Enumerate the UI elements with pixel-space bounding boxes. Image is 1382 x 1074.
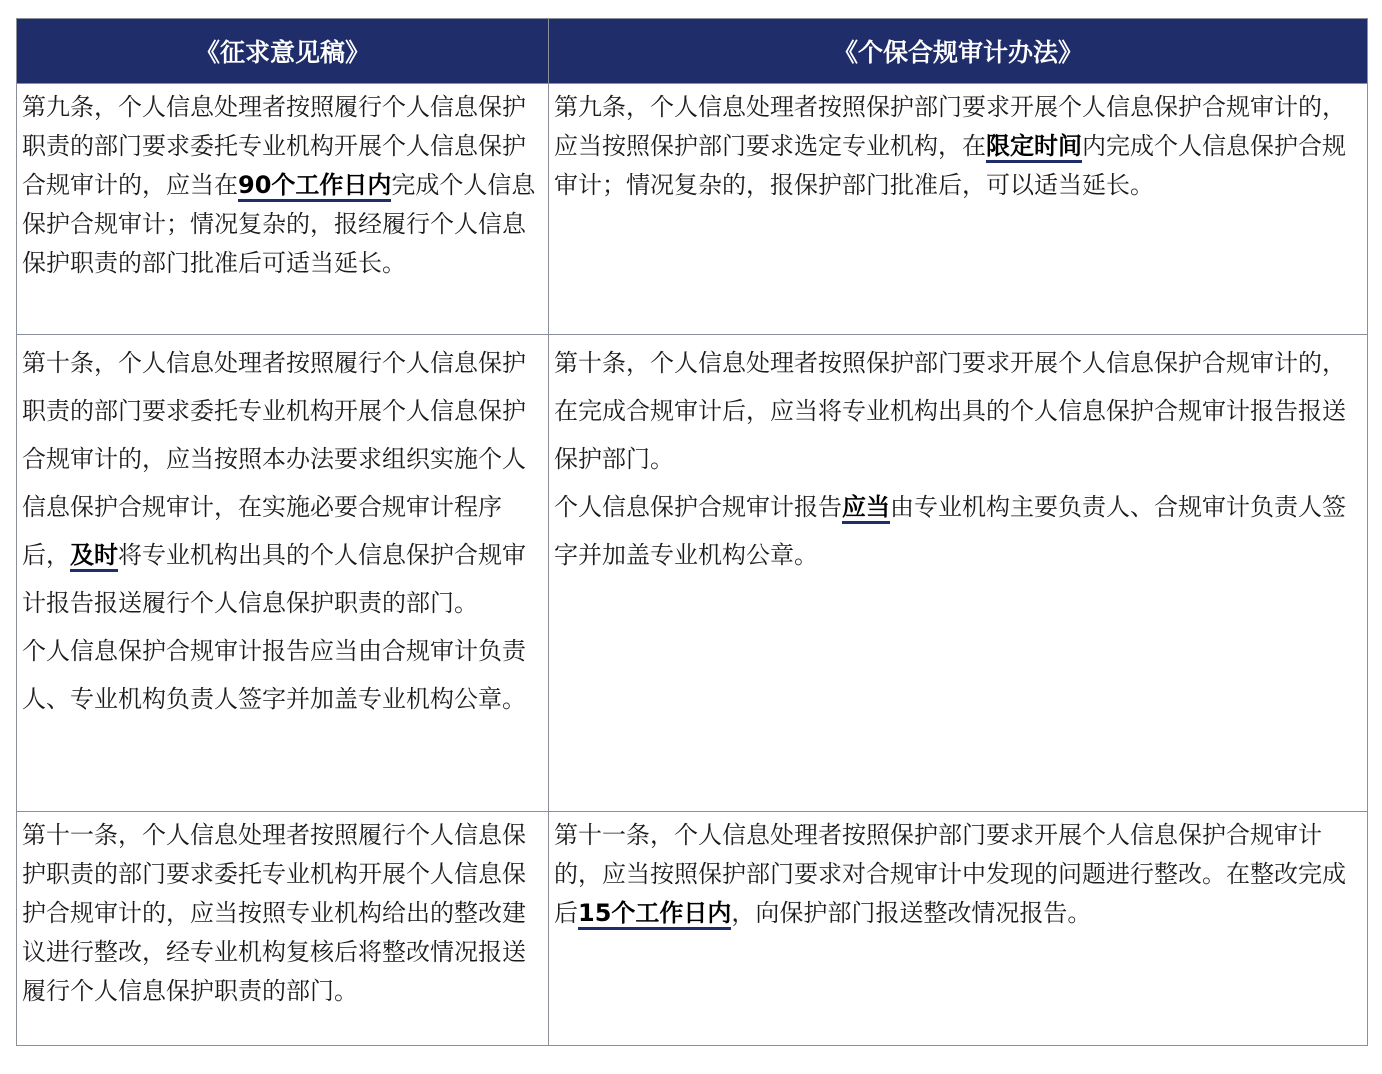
text-segment: 将专业机构出具的个人信息保护合规审计报告报送履行个人信息保护职责的部门。 bbox=[22, 541, 526, 617]
text-segment: 内完成个人信息保护合规审计；情况复杂的，报保护部门批准后，可以适当延长。 bbox=[554, 132, 1346, 199]
highlight-term: 90个工作日内 bbox=[238, 171, 391, 202]
text-segment: 由专业机构主要负责人、合规审计负责人签字并加盖专业机构公章。 bbox=[554, 493, 1346, 569]
header-row bbox=[17, 19, 1368, 84]
highlight-term: 应当 bbox=[842, 493, 890, 524]
article-9-final bbox=[549, 84, 1368, 335]
highlight-term: 15个工作日内 bbox=[578, 899, 731, 930]
comparison-table bbox=[16, 18, 1368, 1046]
paragraph: 第十条，个人信息处理者按照保护部门要求开展个人信息保护合规审计的，在完成合规审计后，应当将专业机构出具的个人信息保护合规审计报告报送保护部门。 bbox=[554, 349, 1346, 473]
text-segment: 第十一条，个人信息处理者按照保护部门要求开展个人信息保护合规审计的，应当按照保护部门要求对合规审计中发现的问题进行整改。在整改完成后 bbox=[554, 821, 1346, 927]
table-row bbox=[17, 84, 1368, 335]
highlight-term: 及时 bbox=[70, 541, 118, 572]
header-final: 《个保合规审计办法》 bbox=[549, 19, 1368, 84]
table-row bbox=[17, 812, 1368, 1046]
text-segment: 个人信息保护合规审计报告 bbox=[554, 493, 842, 521]
article-10-final bbox=[549, 335, 1368, 812]
article-11-draft bbox=[17, 812, 549, 1046]
article-9-draft bbox=[17, 84, 549, 335]
text-segment: 第十条，个人信息处理者按照履行个人信息保护职责的部门要求委托专业机构开展个人信息保护合规审计的，应当按照本办法要求组织实施个人信息保护合规审计，在实施必要合规审计程序后， bbox=[22, 349, 526, 569]
paragraph bbox=[554, 483, 1363, 579]
comparison-table-wrapper bbox=[16, 18, 1367, 1046]
paragraph: 个人信息保护合规审计报告应当由合规审计负责人、专业机构负责人签字并加盖专业机构公章。 bbox=[22, 637, 526, 713]
text-segment: 完成个人信息保护合规审计；情况复杂的，报经履行个人信息保护职责的部门批准后可适当延长。 bbox=[22, 171, 536, 277]
table-row bbox=[17, 335, 1368, 812]
text-segment: 第九条，个人信息处理者按照履行个人信息保护职责的部门要求委托专业机构开展个人信息保护合规审计的，应当在 bbox=[22, 93, 526, 199]
paragraph bbox=[22, 339, 544, 627]
highlight-term: 限定时间 bbox=[986, 132, 1082, 163]
text-segment: ，向保护部门报送整改情况报告。 bbox=[731, 899, 1092, 927]
article-10-draft bbox=[17, 335, 549, 812]
paragraph: 第十一条，个人信息处理者按照履行个人信息保护职责的部门要求委托专业机构开展个人信息保护合规审计的，应当按照专业机构给出的整改建议进行整改，经专业机构复核后将整改情况报送履行个人信息保护职责的部门。 bbox=[22, 821, 526, 1005]
header-draft: 《征求意见稿》 bbox=[17, 19, 549, 84]
text-segment: 第九条，个人信息处理者按照保护部门要求开展个人信息保护合规审计的，应当按照保护部门要求选定专业机构，在 bbox=[554, 93, 1346, 160]
article-11-final bbox=[549, 812, 1368, 1046]
